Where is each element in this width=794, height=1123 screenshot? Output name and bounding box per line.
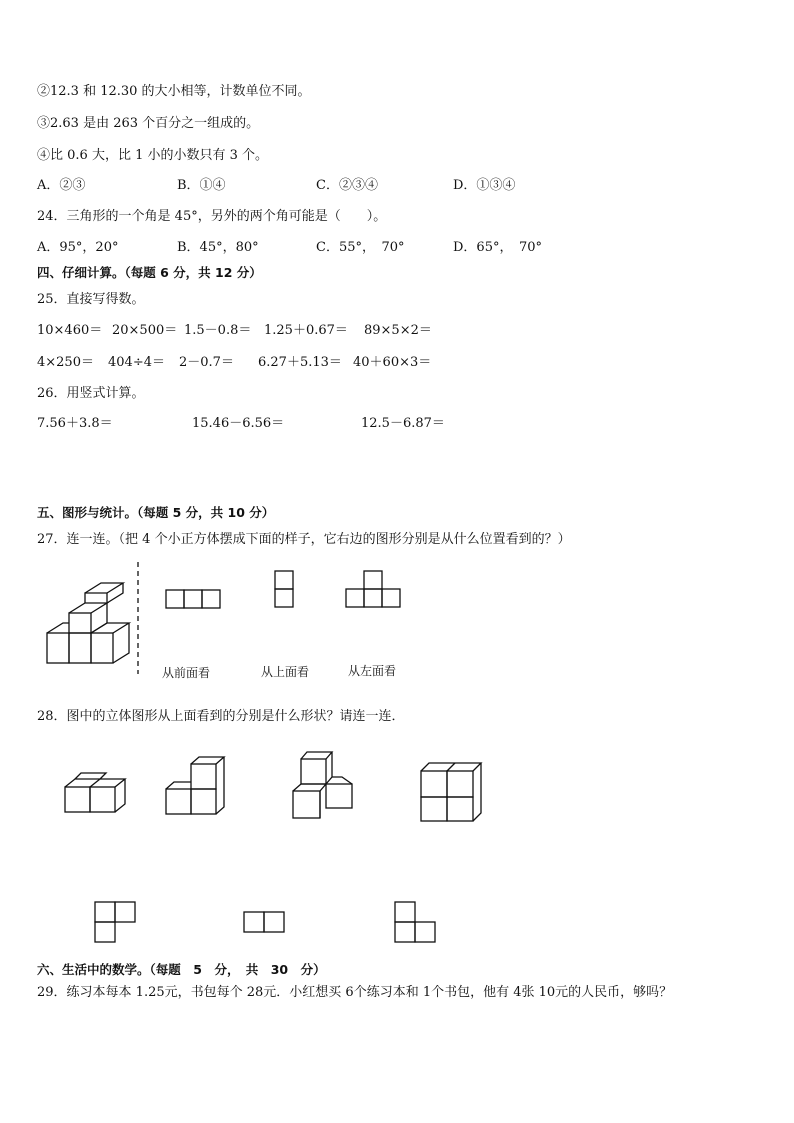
vertical-calc-3: 12.5－6.87＝ <box>361 416 445 431</box>
calc-2-3: 2－0.7＝ <box>179 355 234 370</box>
section-4-heading: 四、仔细计算。（每题 6 分，共 12 分） <box>37 265 262 280</box>
q23-option-c[interactable]: C．②③④ <box>316 178 378 193</box>
q28-topview-l-shape[interactable] <box>94 901 138 945</box>
vertical-calc-2: 15.46－6.56＝ <box>192 416 285 431</box>
q28-solid-2[interactable] <box>165 756 229 816</box>
q24-option-d[interactable]: D．65°， 70° <box>453 240 543 255</box>
q23-option-b[interactable]: B．①④ <box>177 178 226 193</box>
q28-solid-4[interactable] <box>420 760 484 824</box>
q29-stem: 29．练习本每本 1.25元，书包每个 28元．小红想买 6个练习本和 1个书包，他有 4张 10元的人民币，够吗？ <box>37 985 673 1000</box>
calc-1-2: 20×500＝ <box>112 323 178 338</box>
q27-view-column-of-two[interactable] <box>274 570 296 610</box>
q27-view-row-of-three[interactable] <box>165 589 223 611</box>
q25-stem: 25．直接写得数。 <box>37 292 145 307</box>
q23-statement-4: ④比 0.6 大，比 1 小的小数只有 3 个。 <box>37 148 269 163</box>
calc-1-1: 10×460＝ <box>37 323 103 338</box>
q28-topview-two-squares[interactable] <box>243 911 287 935</box>
calc-1-5: 89×5×2＝ <box>364 323 432 338</box>
q27-stem: 27．连一连。（把 4 个小正方体摆成下面的样子，它右边的图形分别是从什么位置看到的？） <box>37 532 571 547</box>
vertical-calc-1: 7.56＋3.8＝ <box>37 416 113 431</box>
q24-option-b[interactable]: B．45°，80° <box>177 240 259 255</box>
q23-statement-3: ③2.63 是由 263 个百分之一组成的。 <box>37 116 260 131</box>
q23-statement-2: ②12.3 和 12.30 的大小相等，计数单位不同。 <box>37 84 311 99</box>
q27-dashed-divider <box>134 562 142 674</box>
q27-cube-stack-figure <box>46 580 136 666</box>
q26-stem: 26．用竖式计算。 <box>37 386 145 401</box>
view-label-left: 从左面看 <box>348 664 397 678</box>
calc-2-5: 40＋60×3＝ <box>353 355 432 370</box>
view-label-top: 从上面看 <box>261 665 310 679</box>
calc-1-3: 1.5－0.8＝ <box>184 323 252 338</box>
calc-2-2: 404÷4＝ <box>108 355 165 370</box>
q28-topview-reverse-l[interactable] <box>394 901 438 945</box>
q28-solid-3[interactable] <box>292 750 358 820</box>
q24-option-c[interactable]: C．55°， 70° <box>316 240 405 255</box>
q28-solid-1[interactable] <box>64 770 128 814</box>
calc-2-1: 4×250＝ <box>37 355 94 370</box>
calc-1-4: 1.25＋0.67＝ <box>264 323 348 338</box>
q24-stem: 24．三角形的一个角是 45°，另外的两个角可能是（ ）。 <box>37 209 387 224</box>
q23-option-a[interactable]: A．②③ <box>37 178 86 193</box>
q28-stem: 28．图中的立体图形从上面看到的分别是什么形状？请连一连． <box>37 709 405 724</box>
section-5-heading: 五、图形与统计。（每题 5 分，共 10 分） <box>37 505 275 520</box>
view-label-front: 从前面看 <box>162 666 211 680</box>
calc-2-4: 6.27＋5.13＝ <box>258 355 342 370</box>
q27-view-t-shape[interactable] <box>345 570 403 610</box>
section-6-heading: 六、生活中的数学。（每题 5 分， 共 30 分） <box>37 962 326 977</box>
q23-option-d[interactable]: D．①③④ <box>453 178 516 193</box>
q24-option-a[interactable]: A．95°，20° <box>37 240 119 255</box>
